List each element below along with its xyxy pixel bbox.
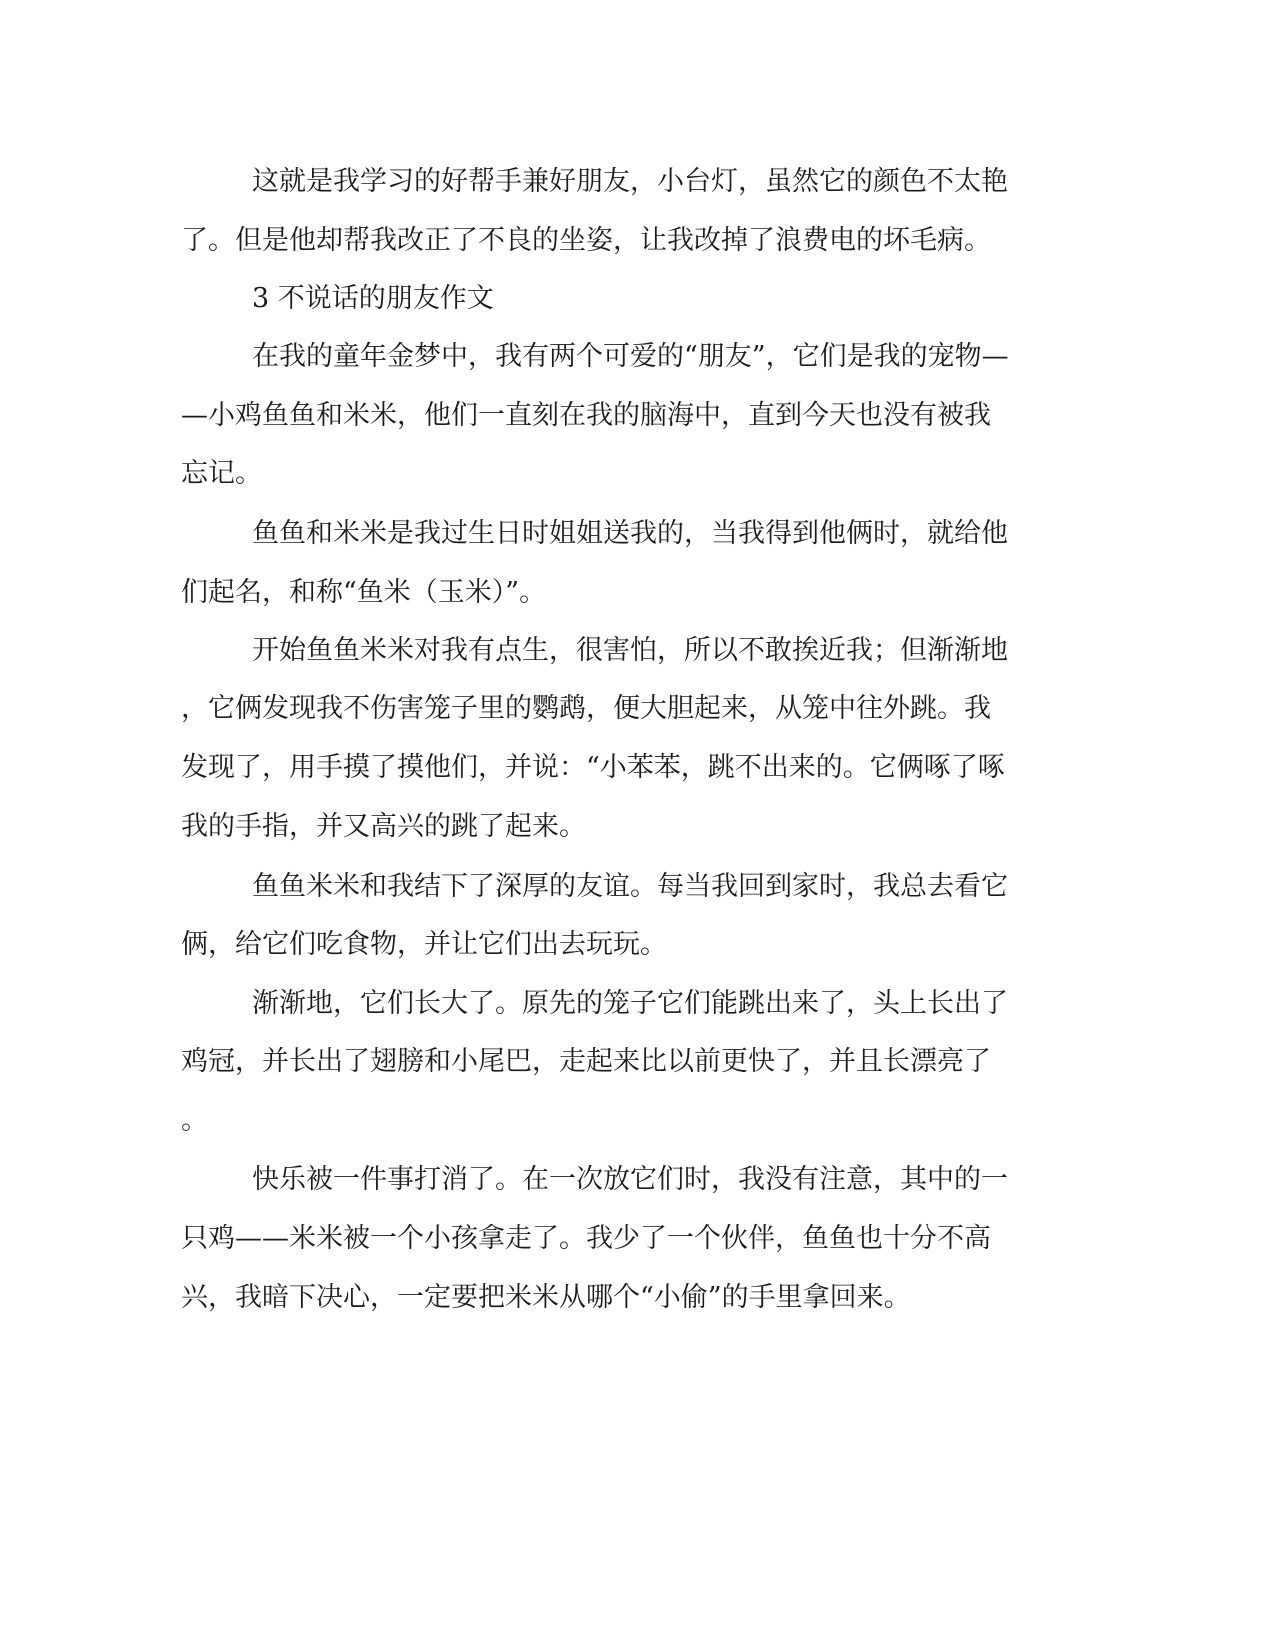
paragraph-line: 只鸡——米米被一个小孩拿走了。我少了一个伙伴，鱼鱼也十分不高 <box>181 1223 991 1254</box>
paragraph-line: ，它俩发现我不伤害笼子里的鹦鹉，便大胆起来，从笼中往外跳。我 <box>181 693 991 724</box>
paragraph-line: 忘记。 <box>181 458 262 489</box>
paragraph-line: 在我的童年金梦中，我有两个可爱的“朋友”，它们是我的宠物— <box>252 341 1009 372</box>
paragraph-line: 。 <box>181 1105 208 1136</box>
paragraph-line: 鱼鱼米米和我结下了深厚的友谊。每当我回到家时，我总去看它 <box>252 871 1008 902</box>
paragraph-line: 了。但是他却帮我改正了不良的坐姿，让我改掉了浪费电的坏毛病。 <box>181 225 991 256</box>
paragraph-line: 鱼鱼和米米是我过生日时姐姐送我的，当我得到他俩时，就给他 <box>252 518 1008 549</box>
paragraph-line: 发现了，用手摸了摸他们，并说：“小苯苯，跳不出来的。它俩啄了啄 <box>181 752 1005 783</box>
paragraph-line: 鸡冠，并长出了翅膀和小尾巴，走起来比以前更快了，并且长漂亮了 <box>181 1046 991 1077</box>
paragraph-line: —小鸡鱼鱼和米米，他们一直刻在我的脑海中，直到今天也没有被我 <box>181 400 991 431</box>
paragraph-line: 开始鱼鱼米米对我有点生，很害怕，所以不敢挨近我；但渐渐地 <box>252 635 1008 666</box>
section-heading: 3 不说话的朋友作文 <box>252 283 494 314</box>
paragraph-line: 们起名，和称“鱼米（玉米）”。 <box>181 577 547 608</box>
paragraph-line: 俩，给它们吃食物，并让它们出去玩玩。 <box>181 929 667 960</box>
paragraph-line: 这就是我学习的好帮手兼好朋友，小台灯，虽然它的颜色不太艳 <box>252 166 1008 197</box>
paragraph-line: 渐渐地，它们长大了。原先的笼子它们能跳出来了，头上长出了 <box>252 988 1008 1019</box>
paragraph-line: 快乐被一件事打消了。在一次放它们时，我没有注意，其中的一 <box>252 1164 1008 1195</box>
paragraph-line: 我的手指，并又高兴的跳了起来。 <box>181 811 586 842</box>
paragraph-line: 兴，我暗下决心，一定要把米米从哪个“小偷”的手里拿回来。 <box>181 1282 911 1313</box>
